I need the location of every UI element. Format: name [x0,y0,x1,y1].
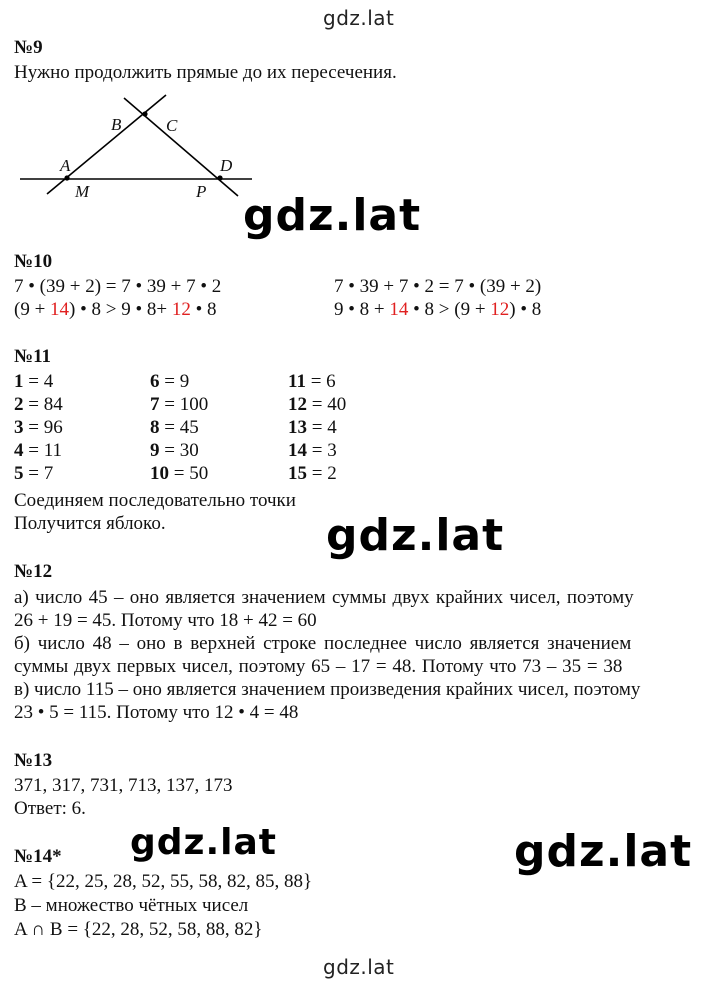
task12-line3: б) число 48 – оно в верхней строке последнее число является значением [14,633,632,654]
pair-15: 15 = 2 [288,463,337,484]
line-cd [124,98,238,196]
task11-line2: Получится яблоко. [14,513,166,534]
pair-4: 4 = 11 [14,440,63,461]
label-p: P [196,182,207,201]
label-c: C [166,116,178,135]
task14-line2: B – множество чётных чисел [14,895,249,916]
point-d [217,175,222,180]
task10-title: №10 [14,251,53,272]
pair-7: 7 = 100 [150,394,209,415]
task14-line3: A ∩ B = {22, 28, 52, 58, 88, 82} [14,919,263,940]
task10-row2-left: (9 + 14) • 8 > 9 • 8+ 12 • 8 [14,299,217,320]
pair-3: 3 = 96 [14,417,63,438]
pair-13: 13 = 4 [288,417,337,438]
geometry-figure [0,90,270,210]
watermark-2: gdz.lat [326,510,505,561]
label-m: M [75,182,90,201]
task12-line4: суммы двух первых чисел, поэтому 65 – 17 = 48. Потому что 73 – 35 = 38 [14,656,623,677]
task12-line6: 23 • 5 = 115. Потому что 12 • 4 = 48 [14,702,299,723]
task9-text: Нужно продолжить прямые до их пересечения. [14,62,397,83]
pair-2: 2 = 84 [14,394,63,415]
pair-1: 1 = 4 [14,371,54,392]
watermark-bottom: gdz.lat [323,955,395,979]
task13-line2: Ответ: 6. [14,798,86,819]
task12-line5: в) число 115 – оно является значением произведения крайних чисел, поэтому [14,679,641,700]
pair-11: 11 = 6 [288,371,336,392]
pair-5: 5 = 7 [14,463,54,484]
watermark-top: gdz.lat [323,6,395,30]
pair-9: 9 = 30 [150,440,199,461]
watermark-3: gdz.lat [130,822,278,863]
watermark-1: gdz.lat [243,190,422,241]
pair-12: 12 = 40 [288,394,347,415]
task10-row2-right: 9 • 8 + 14 • 8 > (9 + 12) • 8 [334,299,542,320]
task12-line1: а) число 45 – оно является значением суммы двух крайних чисел, поэтому [14,587,634,608]
label-d: D [220,156,233,175]
task10-row1-left: 7 • (39 + 2) = 7 • 39 + 7 • 2 [14,276,222,297]
task10-row1-right: 7 • 39 + 7 • 2 = 7 • (39 + 2) [334,276,542,297]
point-a [64,175,69,180]
pair-6: 6 = 9 [150,371,190,392]
task14-line1: A = {22, 25, 28, 52, 55, 58, 82, 85, 88} [14,871,313,892]
pair-14: 14 = 3 [288,440,337,461]
task13-line1: 371, 317, 731, 713, 137, 173 [14,775,233,796]
task11-line1: Соединяем последовательно точки [14,490,296,511]
task13-title: №13 [14,750,53,771]
pair-8: 8 = 45 [150,417,199,438]
watermark-4: gdz.lat [514,826,693,877]
task12-line2: 26 + 19 = 45. Потому что 18 + 42 = 60 [14,610,317,631]
label-b: B [111,115,122,134]
task12-title: №12 [14,561,53,582]
point-b [142,111,147,116]
task9-title: №9 [14,37,43,58]
task11-title: №11 [14,346,52,367]
pair-10: 10 = 50 [150,463,209,484]
label-a: A [60,156,71,175]
task14-title: №14* [14,846,62,867]
